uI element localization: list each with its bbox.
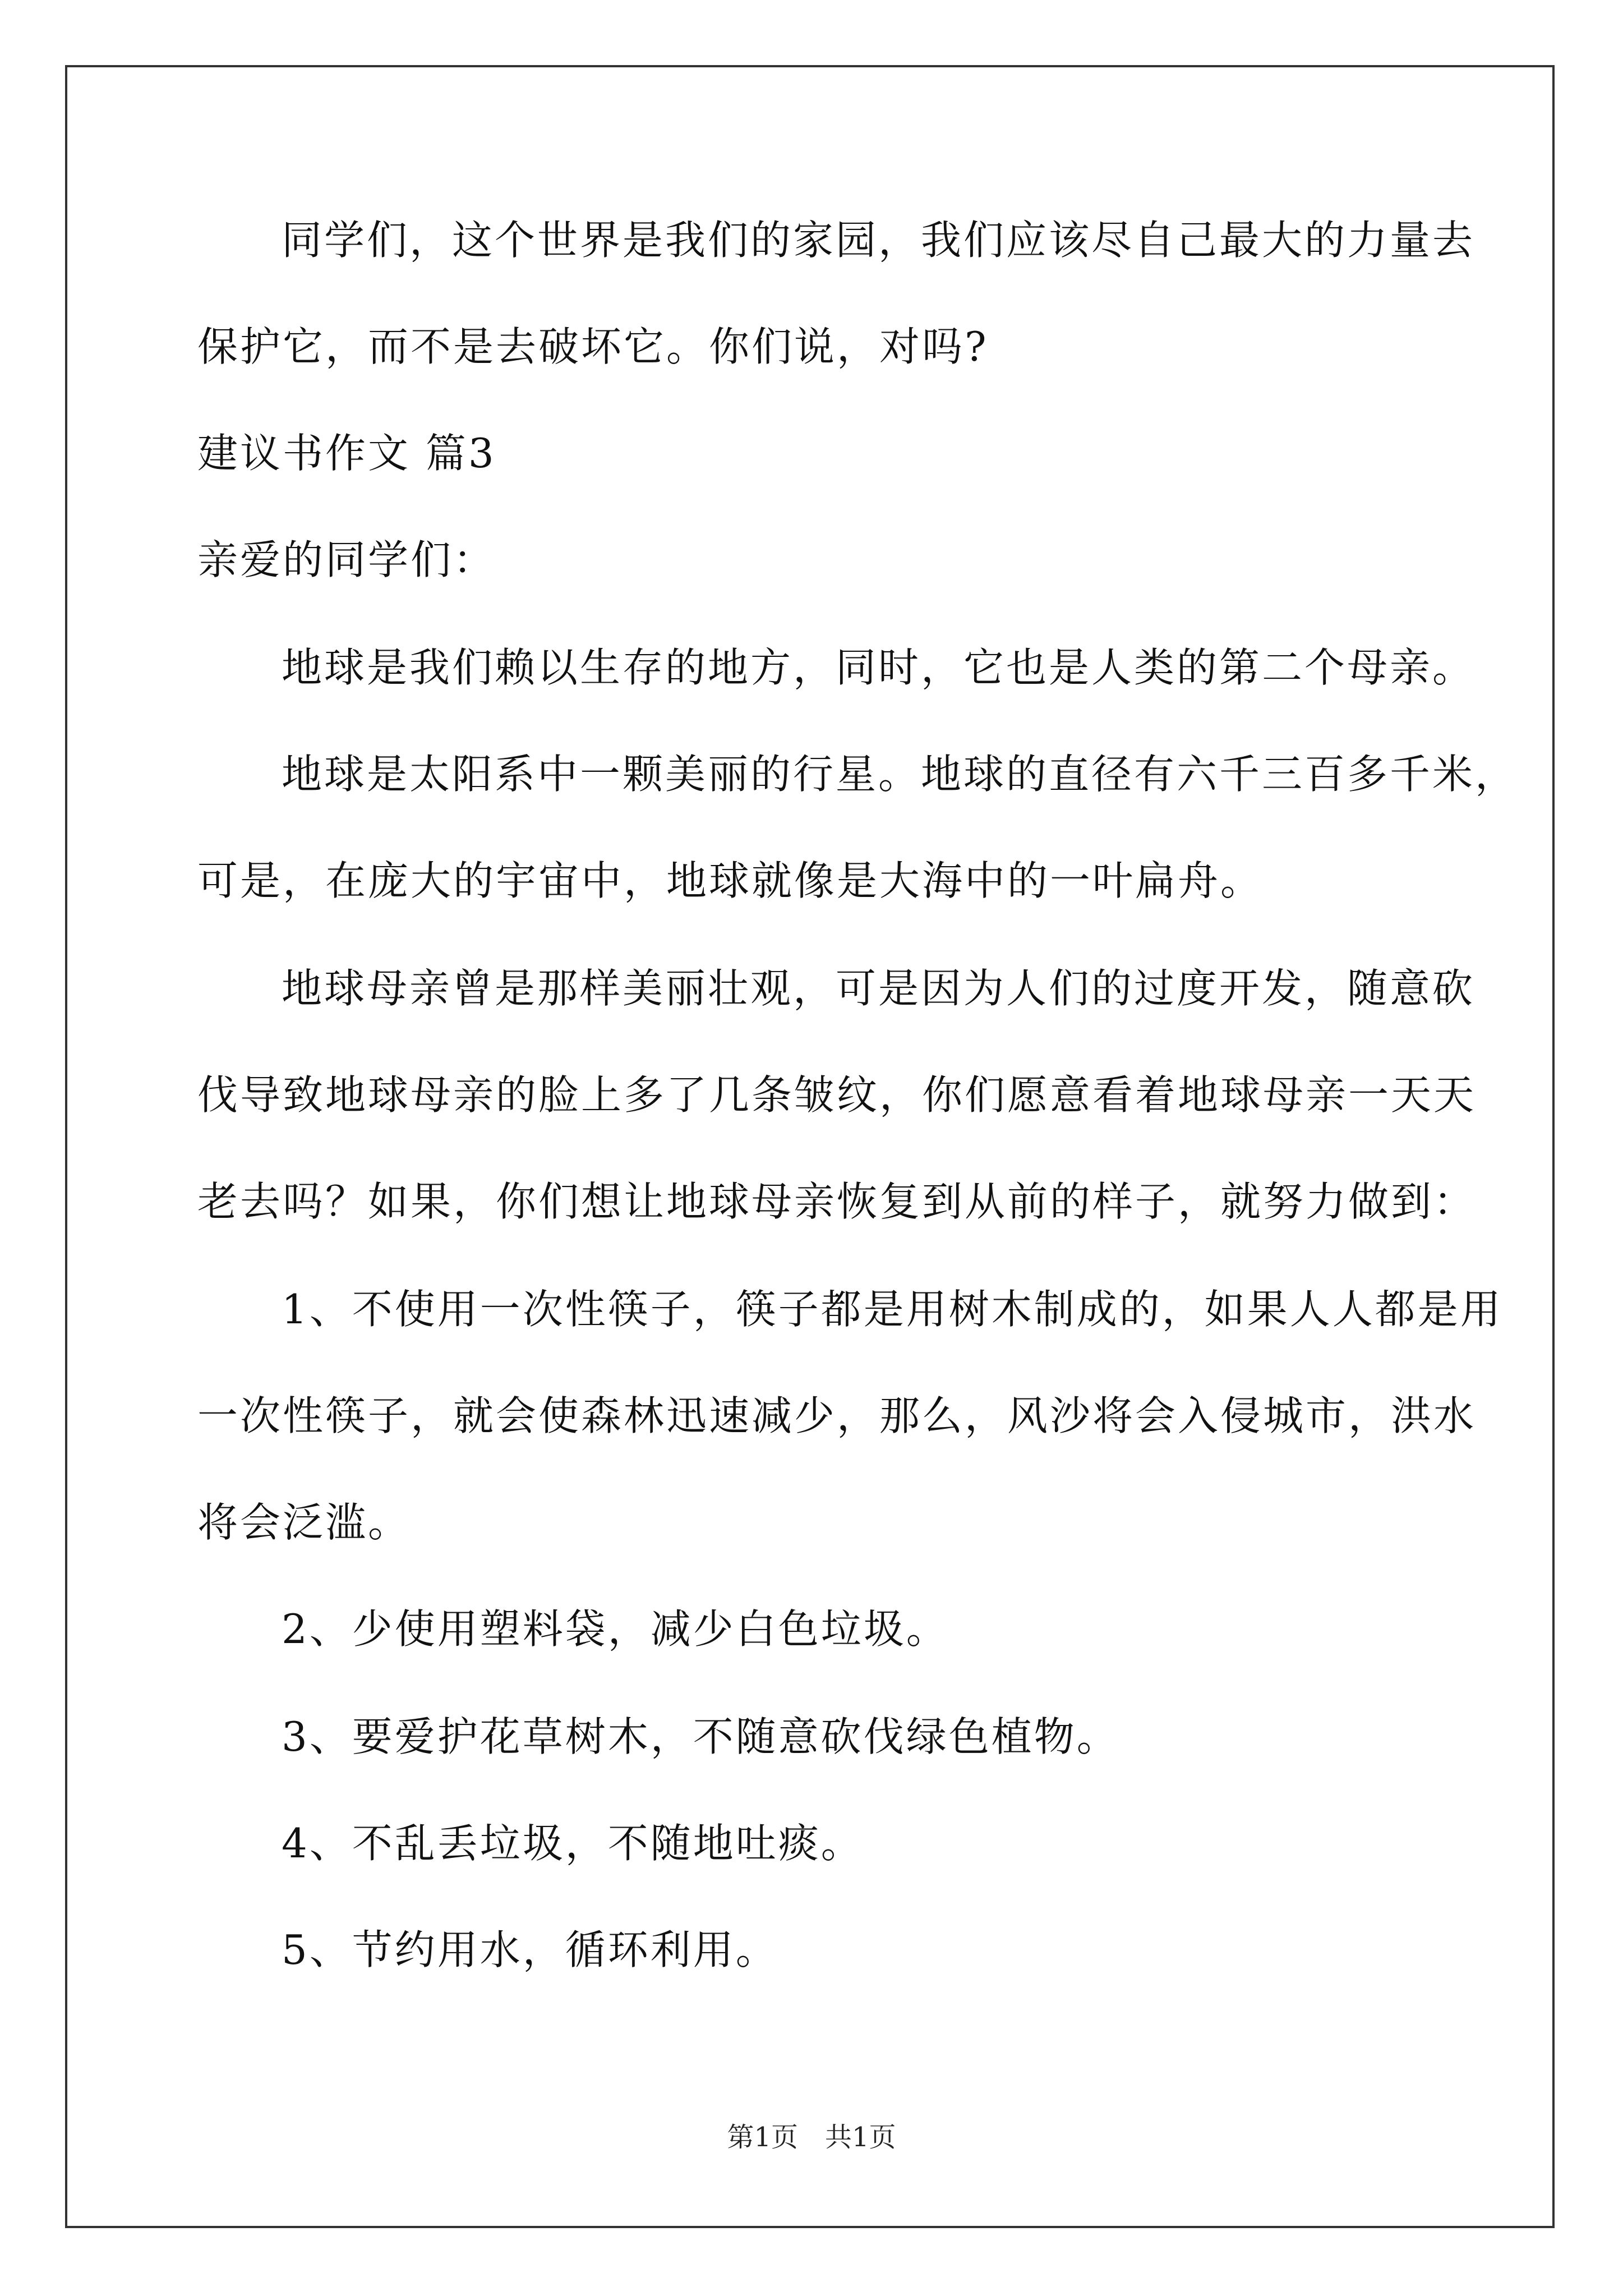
salutation: 亲爱的同学们： [197,536,496,583]
list-item-continued: 将会泛滥。 [197,1499,411,1546]
paragraph-line: 可是，在庞大的宇宙中，地球就像是大海中的一叶扁舟。 [197,857,1264,904]
paragraph-line: 地球母亲曾是那样美丽壮观，可是因为人们的过度开发，随意砍 [282,965,1476,1012]
paragraph-line: 老去吗？如果，你们想让地球母亲恢复到从前的样子，就努力做到： [197,1178,1477,1225]
paragraph-line: 同学们，这个世界是我们的家园，我们应该尽自己最大的力量去 [282,217,1476,264]
list-item: 3、要爱护花草树木，不随意砍伐绿色植物。 [282,1713,1119,1760]
list-item: 4、不乱丢垃圾，不随地吐痰。 [282,1820,864,1867]
paragraph-line: 保护它，而不是去破坏它。你们说，对吗? [197,323,989,370]
paragraph-line: 地球是太阳系中一颗美丽的行星。地球的直径有六千三百多千米， [282,751,1518,798]
list-item-continued: 一次性筷子，就会使森林迅速减少，那么，风沙将会入侵城市，洪水 [197,1392,1477,1439]
paragraph-line: 地球是我们赖以生存的地方，同时，它也是人类的第二个母亲。 [282,644,1476,691]
list-item: 2、少使用塑料袋，减少白色垃圾。 [282,1605,949,1653]
list-item: 5、节约用水，循环利用。 [282,1926,778,1973]
page-number-footer: 第1页 共1页 [727,2122,896,2153]
list-item: 1、不使用一次性筷子，筷子都是用树木制成的，如果人人都是用 [282,1286,1503,1333]
page-frame [65,65,1555,2228]
section-heading: 建议书作文 篇3 [197,430,496,477]
paragraph-line: 伐导致地球母亲的脸上多了几条皱纹，你们愿意看着地球母亲一天天 [197,1071,1477,1119]
